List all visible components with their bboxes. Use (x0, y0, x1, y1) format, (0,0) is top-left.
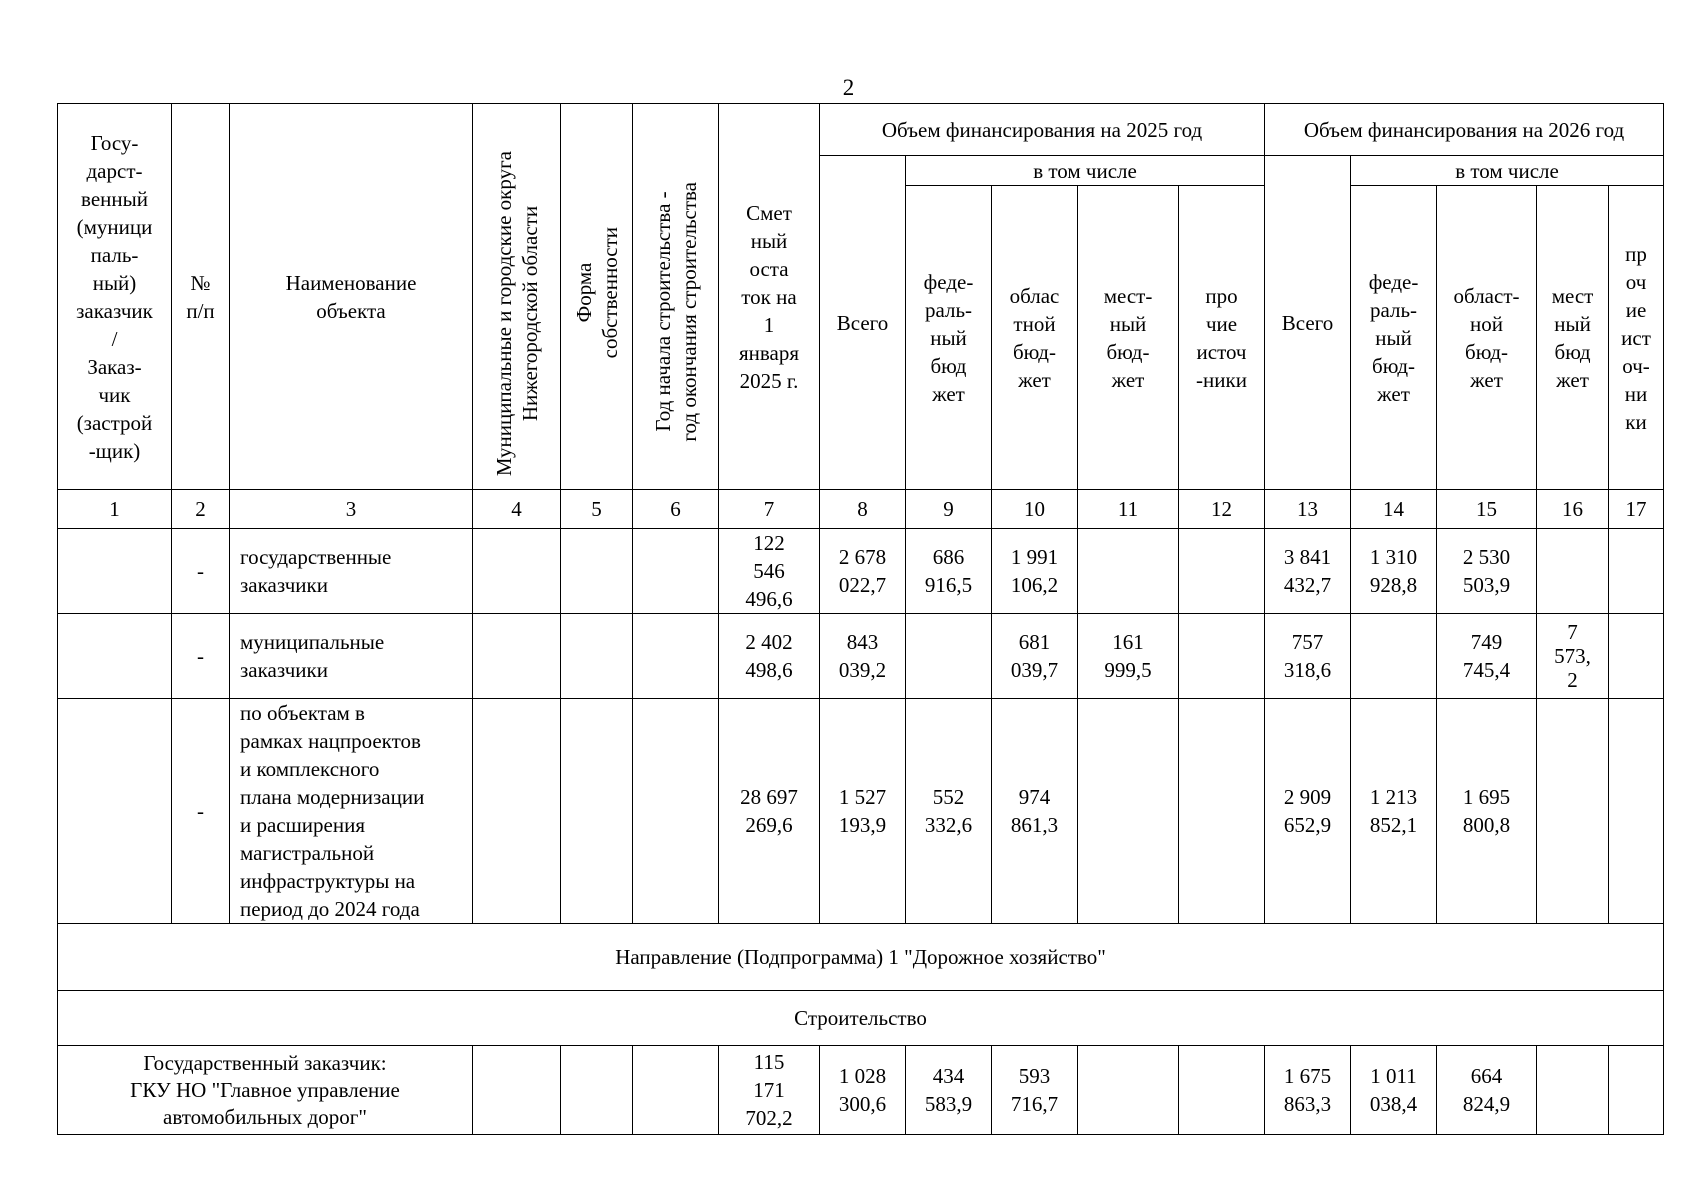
col-number: 7 (719, 490, 820, 529)
cell: 1 675 863,3 (1265, 1046, 1351, 1135)
cell: 3 841 432,7 (1265, 529, 1351, 614)
cell: 2 402 498,6 (719, 614, 820, 699)
page-number: 2 (842, 75, 855, 100)
cell: 1 011 038,4 (1351, 1046, 1437, 1135)
cell-name: по объектам в рамках нацпроектов и комплексного плана модернизации и расширения магистральной инфраструктуры на период до 2024 года (230, 699, 473, 924)
header-total-2026: Всего (1265, 156, 1351, 490)
col-number: 4 (473, 490, 561, 529)
cell: 161 999,5 (1078, 614, 1179, 699)
cell (1609, 614, 1664, 699)
cell-name: государственные заказчики (230, 529, 473, 614)
cell: 552 332,6 (906, 699, 992, 924)
header-incl-2026: в том числе (1351, 156, 1664, 186)
section-direction: Направление (Подпрограмма) 1 "Дорожное хозяйство" (58, 924, 1664, 991)
column-number-row (58, 490, 1664, 529)
cell: 115 171 702,2 (719, 1046, 820, 1135)
header-fed-2026: феде- раль- ный бюд- жет (1351, 186, 1437, 490)
col-number: 1 (58, 490, 172, 529)
cell: - (172, 614, 230, 699)
header-oth-2026: пр оч ие ист оч- ни ки (1609, 186, 1664, 490)
header-oth-2025: про чие источ -ники (1179, 186, 1265, 490)
cell (58, 529, 172, 614)
col-number: 10 (992, 490, 1078, 529)
cell (1609, 529, 1664, 614)
cell: 1 213 852,1 (1351, 699, 1437, 924)
cell: 1 695 800,8 (1437, 699, 1537, 924)
cell: 1 991 106,2 (992, 529, 1078, 614)
cell (1351, 614, 1437, 699)
cell: 664 824,9 (1437, 1046, 1537, 1135)
header-incl-2025: в том числе (906, 156, 1265, 186)
cell (906, 614, 992, 699)
cell (633, 614, 719, 699)
cell (561, 1046, 633, 1135)
header-customer: Госу- дарст- венный (муници паль- ный) заказчик / Заказ- чик (застрой -щик) (58, 104, 172, 490)
cell: - (172, 699, 230, 924)
customer-row (58, 1046, 1664, 1135)
cell: 757 318,6 (1265, 614, 1351, 699)
cell: 28 697 269,6 (719, 699, 820, 924)
cell: 2 909 652,9 (1265, 699, 1351, 924)
cell (1078, 1046, 1179, 1135)
col-number: 11 (1078, 490, 1179, 529)
col-number: 12 (1179, 490, 1265, 529)
header-fed-2025: феде- раль- ный бюд жет (906, 186, 992, 490)
cell: 749 745,4 (1437, 614, 1537, 699)
header-loc-2026: мест ный бюд жет (1537, 186, 1609, 490)
cell (473, 1046, 561, 1135)
col-number: 13 (1265, 490, 1351, 529)
cell (58, 699, 172, 924)
cell (473, 529, 561, 614)
col-number: 16 (1537, 490, 1609, 529)
cell (473, 614, 561, 699)
cell (473, 699, 561, 924)
col-number: 3 (230, 490, 473, 529)
cell (1537, 699, 1609, 924)
cell (1537, 1046, 1609, 1135)
header-years: Год начала строительства - год окончания строительства (633, 104, 719, 490)
col-number: 5 (561, 490, 633, 529)
header-total-2025: Всего (820, 156, 906, 490)
cell: 2 678 022,7 (820, 529, 906, 614)
cell: 686 916,5 (906, 529, 992, 614)
header-reg-2025: облас тной бюд- жет (992, 186, 1078, 490)
cell: 593 716,7 (992, 1046, 1078, 1135)
financing-table (57, 103, 1664, 1135)
header-estimate: Смет ный оста ток на 1 января 2025 г. (719, 104, 820, 490)
header-number: № п/п (172, 104, 230, 490)
cell: 974 861,3 (992, 699, 1078, 924)
header-districts: Муниципальные и городские округа Нижегородской области (473, 104, 561, 490)
cell-name: муниципальные заказчики (230, 614, 473, 699)
cell (561, 529, 633, 614)
header-object-name: Наименование объекта (230, 104, 473, 490)
cell (1078, 529, 1179, 614)
cell: 681 039,7 (992, 614, 1078, 699)
cell: 1 527 193,9 (820, 699, 906, 924)
cell (633, 529, 719, 614)
col-number: 17 (1609, 490, 1664, 529)
table-row (58, 614, 1664, 699)
col-number: 8 (820, 490, 906, 529)
cell: 1 028 300,6 (820, 1046, 906, 1135)
cell (1609, 1046, 1664, 1135)
col-number: 14 (1351, 490, 1437, 529)
cell (561, 614, 633, 699)
cell: 1 310 928,8 (1351, 529, 1437, 614)
cell (561, 699, 633, 924)
cell (1179, 1046, 1265, 1135)
col-number: 6 (633, 490, 719, 529)
col-number: 9 (906, 490, 992, 529)
cell: 434 583,9 (906, 1046, 992, 1135)
cell (1078, 699, 1179, 924)
cell (633, 699, 719, 924)
cell: 7 573, 2 (1537, 614, 1609, 699)
header-reg-2026: област- ной бюд- жет (1437, 186, 1537, 490)
header-fin-2025: Объем финансирования на 2025 год (820, 104, 1265, 156)
cell: 2 530 503,9 (1437, 529, 1537, 614)
cell (1537, 529, 1609, 614)
header-fin-2026: Объем финансирования на 2026 год (1265, 104, 1664, 156)
cell (633, 1046, 719, 1135)
col-number: 15 (1437, 490, 1537, 529)
customer-name: Государственный заказчик: ГКУ НО "Главное управление автомобильных дорог" (58, 1046, 473, 1135)
cell (1609, 699, 1664, 924)
cell: 843 039,2 (820, 614, 906, 699)
cell (1179, 614, 1265, 699)
cell (1179, 699, 1265, 924)
cell (58, 614, 172, 699)
header-ownership: Форма собственности (561, 104, 633, 490)
cell (1179, 529, 1265, 614)
cell: - (172, 529, 230, 614)
col-number: 2 (172, 490, 230, 529)
table-row (58, 699, 1664, 924)
table-row (58, 529, 1664, 614)
header-loc-2025: мест- ный бюд- жет (1078, 186, 1179, 490)
section-construction: Строительство (58, 991, 1664, 1046)
cell: 122 546 496,6 (719, 529, 820, 614)
